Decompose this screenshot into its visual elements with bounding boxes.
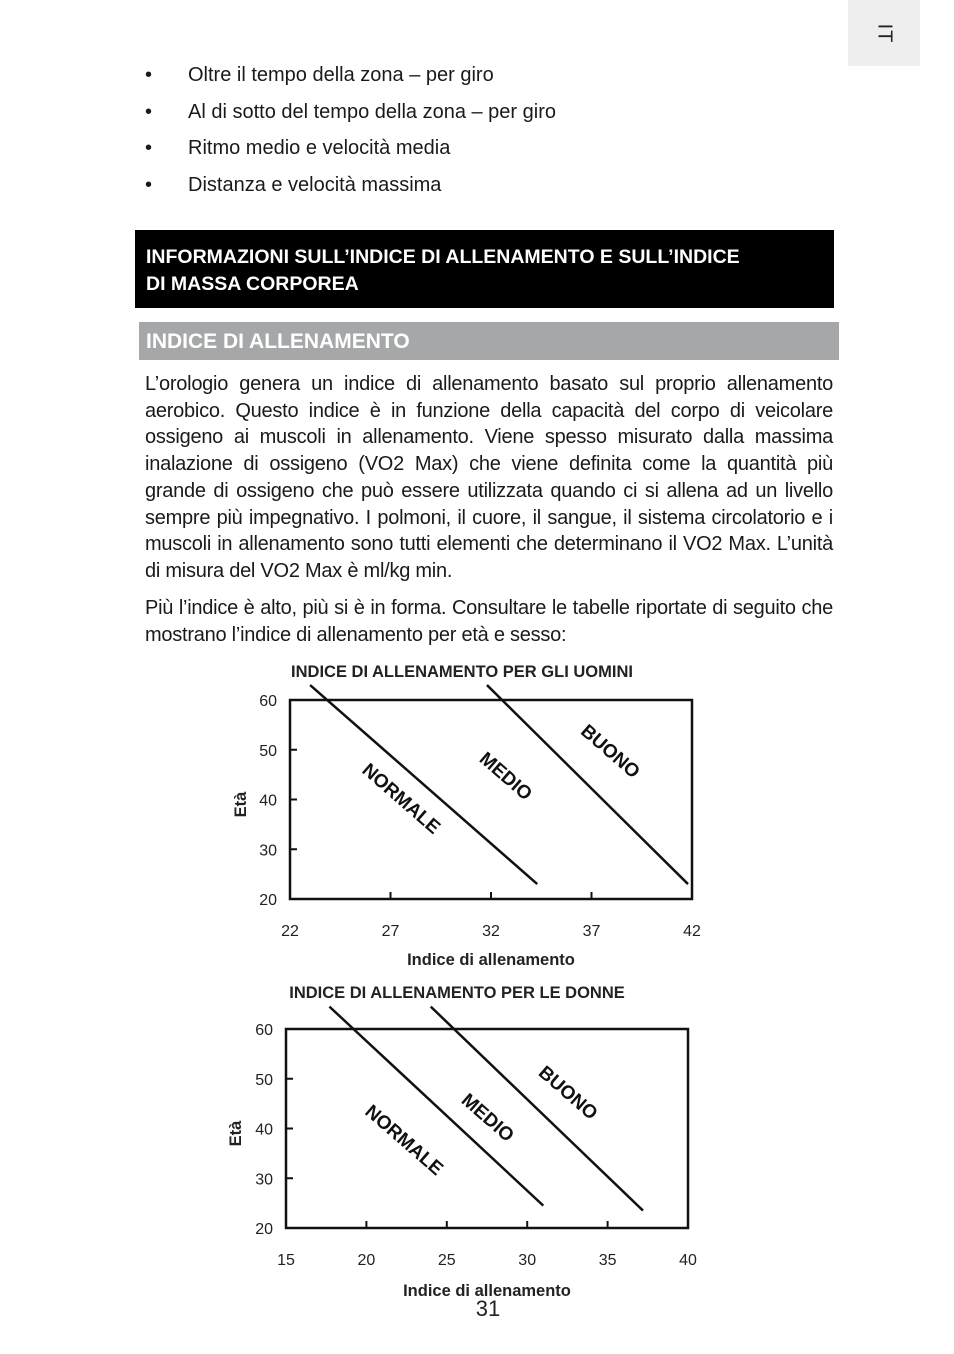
y-tick-label: 20 — [255, 1221, 273, 1238]
x-tick-label: 35 — [598, 1252, 617, 1269]
y-axis-label: Età — [227, 1120, 245, 1147]
y-tick-label: 40 — [259, 792, 277, 810]
section-heading-line2: DI MASSA CORPOREA — [146, 273, 359, 295]
list-item-text: Ritmo medio e velocità media — [188, 137, 451, 160]
y-tick-label: 20 — [259, 892, 277, 909]
section-heading-line1: INFORMAZIONI SULL’INDICE DI ALLENAMENTO E SULL’INDICE — [146, 246, 740, 268]
list-item: • Distanza e velocità massima — [145, 173, 442, 196]
zone-label: NORMALE — [360, 1101, 447, 1181]
language-code: IT — [873, 23, 896, 43]
x-tick-label: 25 — [437, 1252, 456, 1269]
x-axis-label: Indice di allenamento — [403, 1282, 571, 1300]
list-item: • Al di sotto del tempo della zona – per giro — [145, 100, 556, 123]
x-tick-label: 37 — [582, 923, 601, 940]
list-item-text: Al di sotto del tempo della zona – per giro — [188, 100, 556, 123]
page-number: 31 — [475, 1296, 501, 1321]
x-axis-label: Indice di allenamento — [407, 951, 575, 969]
y-tick-label: 50 — [255, 1071, 273, 1089]
intro-paragraph: L’orologio genera un indice di allenamento basato sul proprio allenamento aerobico. Questo indice è in funzione della capacità del corpo di veicolare ossigeno ai muscoli in allenamento. Viene spesso misurato dalla massima inalazione di ossigeno (VO2 Max) che viene definita come la quantità più grande di ossigeno che può essere utilizzata quando ci si allena ad un livello sempre più impegnativo. I polmoni, il cuore, il sangue, il sistema circolatorio e i muscoli in allenamento sono tutti elementi che determinano il VO2 Max. L’unità di misura del VO2 Max è ml/kg min. — [145, 373, 833, 582]
y-tick-label: 50 — [259, 742, 277, 760]
y-tick-label: 30 — [259, 842, 277, 860]
x-tick-label: 32 — [482, 923, 500, 940]
instruction-paragraph: Più l’indice è alto, più si è in forma. Consultare le tabelle riportate di seguito che mostrano l’indice di allenamento per età e sesso: — [145, 597, 833, 646]
subsection-title: INDICE DI ALLENAMENTO — [146, 330, 410, 353]
list-item: • Oltre il tempo della zona – per giro — [145, 64, 494, 86]
x-tick-label: 20 — [357, 1252, 376, 1269]
x-tick-label: 27 — [381, 923, 400, 940]
zone-label: BUONO — [576, 720, 644, 783]
men-chart-title: INDICE DI ALLENAMENTO PER GLI UOMINI — [291, 663, 633, 681]
women-chart-title: INDICE DI ALLENAMENTO PER LE DONNE — [289, 984, 625, 1002]
list-item: • Ritmo medio e velocità media — [145, 137, 451, 160]
y-tick-label: 60 — [259, 693, 277, 710]
x-tick-label: 40 — [679, 1252, 697, 1269]
zone-label: NORMALE — [357, 759, 445, 839]
x-tick-label: 22 — [281, 923, 299, 940]
list-item-text: Distanza e velocità massima — [188, 173, 442, 196]
x-tick-label: 15 — [277, 1252, 295, 1269]
list-item-text: Oltre il tempo della zona – per giro — [188, 64, 494, 86]
y-tick-label: 30 — [255, 1171, 273, 1189]
y-tick-label: 60 — [255, 1022, 273, 1039]
zone-label: MEDIO — [456, 1089, 518, 1147]
zone-label: BUONO — [534, 1062, 602, 1125]
x-tick-label: 42 — [683, 923, 701, 940]
x-tick-label: 30 — [518, 1252, 537, 1269]
y-tick-label: 40 — [255, 1121, 273, 1139]
y-axis-label: Età — [232, 791, 250, 818]
zone-label: MEDIO — [474, 748, 536, 806]
